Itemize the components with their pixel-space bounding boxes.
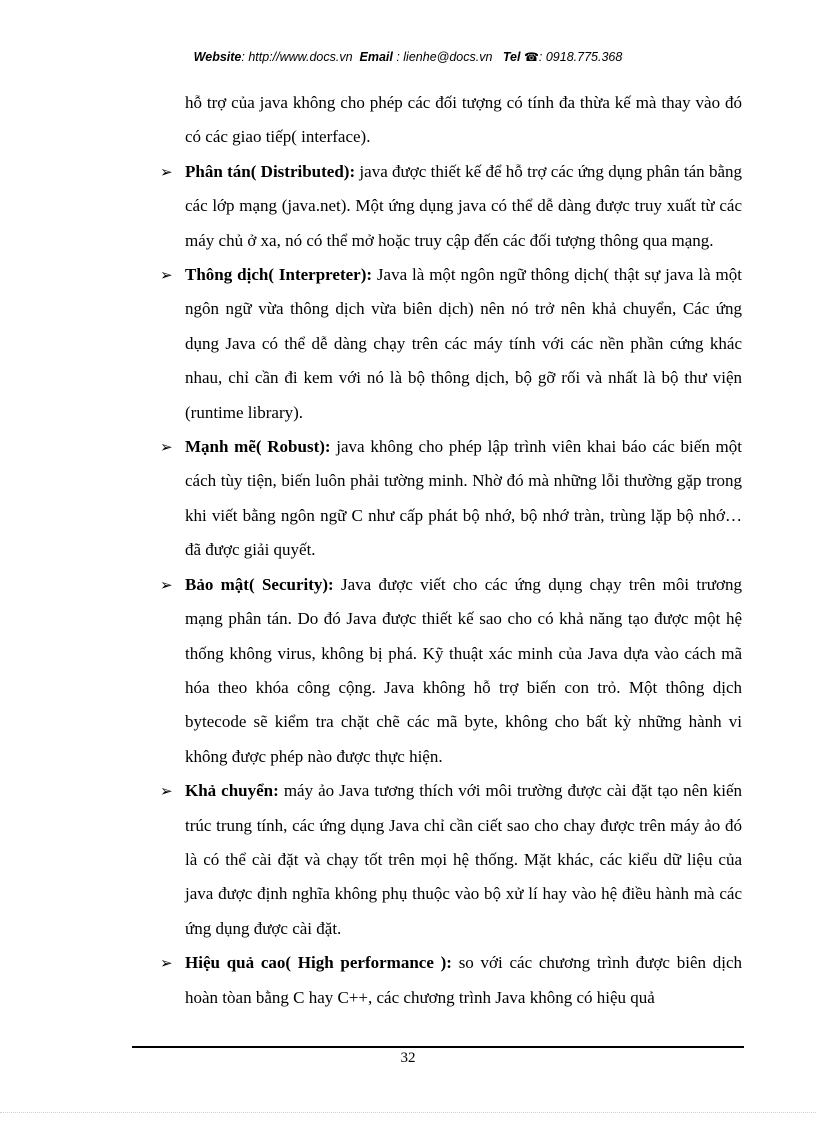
arrow-bullet-icon: ➢ [160, 782, 173, 801]
list-item [160, 568, 742, 774]
item-term: Mạnh mẽ( Robust): [185, 437, 331, 457]
phone-icon: ☎ [523, 50, 539, 64]
arrow-bullet-icon: ➢ [160, 954, 173, 973]
arrow-bullet-icon: ➢ [160, 162, 173, 181]
page-number: 32 [400, 1050, 416, 1066]
arrow-bullet-icon: ➢ [160, 575, 173, 594]
page-header [0, 50, 816, 64]
list-item [160, 155, 742, 258]
website-value: : http://www.docs.vn [241, 50, 353, 64]
arrow-bullet-icon: ➢ [160, 438, 173, 457]
footer-divider [132, 1046, 744, 1048]
list-item [160, 774, 742, 946]
document-body [160, 86, 742, 1015]
email-value: : lienhe@docs.vn [392, 50, 493, 64]
list-item [160, 258, 742, 430]
page-bottom-dotted-line [0, 1112, 816, 1113]
item-term: Thông dịch( Interpreter): [185, 265, 373, 285]
item-text: Java là một ngôn ngữ thông dịch( thật sự java là một ngôn ngữ vừa thông dịch vừa biên dịch) nên nó trở nên khả chuyển, Các ứng dụng Java có thể dễ dàng chạy trên các máy tính với các nền phần cứng khác nhau, chỉ cần đi kem với nó là bộ thông dịch, bộ gỡ rối và nhất là bộ thư viện (runtime library). [185, 265, 742, 422]
item-text: máy ảo Java tương thích với môi trường được cài đặt tạo nên kiến trúc trung tính, các ứng dụng Java chỉ cần ciết sao cho chay được trên máy ảo đó là có thể cài đặt và chạy tốt trên mọi hệ thống. Mặt khác, các kiểu dữ liệu của java được định nghĩa không phụ thuộc vào bộ xử lí hay vào hệ điều hành mà các ứng dụng được cài đặt. [185, 781, 743, 938]
item-text: java không cho phép lập trình viên khai báo các biến một cách tùy tiện, biến luôn phải tường minh. Nhờ đó mà những lỗi thường gặp trong khi viết bằng ngôn ngữ C như cấp phát bộ nhớ, bộ nhớ tràn, trùng lặp bộ nhớ… đã được giải quyết. [185, 437, 742, 560]
intro-paragraph: hỗ trợ của java không cho phép các đối tượng có tính đa thừa kế mà thay vào đó có các giao tiếp( interface). [185, 93, 742, 147]
item-term: Hiệu quả cao( High performance ): [185, 953, 452, 973]
item-term: Phân tán( Distributed): [185, 161, 356, 181]
arrow-bullet-icon: ➢ [160, 266, 173, 285]
list-item [160, 946, 742, 1015]
list-item [160, 430, 742, 568]
email-label: Email [359, 50, 393, 64]
item-text: Java được viết cho các ứng dụng chạy trên môi trương mạng phân tán. Do đó Java được thiết kế sao cho có khả năng tạo được một hệ thống không virus, không bị phá. Kỹ thuật xác minh của Java dựa vào cách mã hóa theo khóa công cộng. Java không hỗ trợ biến con trỏ. Một thông dịch bytecode sẽ kiểm tra chặt chẽ các mã byte, không cho bất kỳ những hành vi không được phép nào được thực hiện. [185, 574, 742, 766]
tel-label: Tel [502, 50, 521, 64]
item-text: so với các chương trình được biên dịch hoàn tòan bằng C hay C++, các chương trình Java không có hiệu quả [185, 953, 742, 1007]
website-label: Website [193, 50, 242, 64]
item-text: java được thiết kế để hỗ trợ các ứng dụng phân tán bằng các lớp mạng (java.net). Một ứng dụng java có thể dễ dàng được truy xuất từ các máy chủ ở xa, nó có thể mở hoặc truy cập đến các đối tượng thông qua mạng. [185, 161, 743, 250]
item-term: Khả chuyển: [185, 781, 279, 801]
tel-value: : 0918.775.368 [538, 50, 623, 64]
item-term: Bảo mật( Security): [185, 574, 334, 594]
